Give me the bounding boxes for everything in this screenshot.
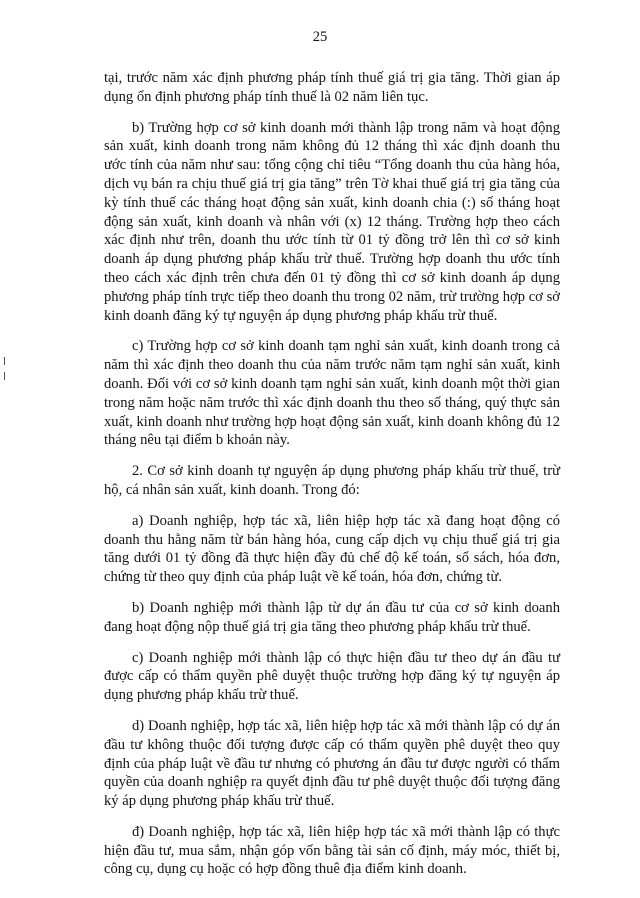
paragraph-clause-2: 2. Cơ sở kinh doanh tự nguyện áp dụng phương pháp khấu trừ thuế, trừ hộ, cá nhân sản xuất, kinh doanh. Trong đó: — [104, 463, 560, 498]
paragraph-clause-2-point-d: d) Doanh nghiệp, hợp tác xã, liên hiệp hợp tác xã mới thành lập có dự án đầu tư không thuộc đối tượng được cấp có thẩm quyền phê duyệt theo quy định của pháp luật về đầu tư nhưng có phương án đầu tư được người có thẩm quyền của doanh nghiệp ra quyết định đầu tư phê duyệt thuộc đối tượng đăng ký áp dụng phương pháp khấu trừ thuế. — [104, 717, 560, 810]
paragraph-point-b: b) Trường hợp cơ sở kinh doanh mới thành lập trong năm và hoạt động sản xuất, kinh doanh trong năm không đủ 12 tháng thì xác định doanh thu ước tính của năm như sau: tổng cộng chỉ tiêu “Tổng doanh thu của hàng hóa, dịch vụ bán ra chịu thuế giá trị gia tăng” trên Tờ khai thuế giá trị gia tăng của kỳ tính thuế các tháng hoạt động sản xuất, kinh doanh chia (:) số tháng hoạt động sản xuất, kinh doanh và nhân với (x) 12 tháng. Trường hợp theo cách xác định như trên, doanh thu ước tính từ 01 tỷ đồng trở lên thì cơ sở kinh doanh áp dụng phương pháp khấu trừ thuế. Trường hợp doanh thu ước tính theo cách xác định trên chưa đến 01 tỷ đồng thì cơ sở kinh doanh áp dụng phương pháp tính trực tiếp theo doanh thu trong 02 năm, trừ trường hợp cơ sở kinh doanh đăng ký tự nguyện áp dụng phương pháp khấu trừ thuế. — [104, 119, 560, 324]
margin-mark — [4, 372, 5, 380]
paragraph-clause-2-point-dd: đ) Doanh nghiệp, hợp tác xã, liên hiệp hợp tác xã mới thành lập có thực hiện đầu tư, mua sắm, nhận góp vốn bằng tài sản cố định, máy móc, thiết bị, công cụ, dụng cụ hoặc có hợp đồng thuê địa điểm kinh doanh. — [104, 823, 560, 878]
paragraph-continuation: tại, trước năm xác định phương pháp tính thuế giá trị gia tăng. Thời gian áp dụng ổn định phương pháp tính thuế là 02 năm liên tục. — [104, 70, 560, 105]
paragraph-clause-2-point-b: b) Doanh nghiệp mới thành lập từ dự án đầu tư của cơ sở kinh doanh đang hoạt động nộp thuế giá trị gia tăng theo phương pháp khấu trừ thuế. — [104, 599, 560, 635]
paragraph-point-c: c) Trường hợp cơ sở kinh doanh tạm nghỉ sản xuất, kinh doanh trong cả năm thì xác định theo doanh thu của năm trước năm tạm nghỉ sản xuất, kinh doanh. Đối với cơ sở kinh doanh tạm nghỉ sản xuất, kinh doanh một thời gian trong năm hoặc năm trước thì xác định doanh thu theo số tháng, quý thực sản xuất, kinh doanh như trường hợp hoạt động sản xuất, kinh doanh không đủ 12 tháng nêu tại điểm b khoản này. — [104, 338, 560, 449]
paragraph-clause-2-point-a: a) Doanh nghiệp, hợp tác xã, liên hiệp hợp tác xã đang hoạt động có doanh thu hằng năm từ bán hàng hóa, cung cấp dịch vụ chịu thuế giá trị gia tăng dưới 01 tỷ đồng đã thực hiện đầy đủ chế độ kế toán, sổ sách, hóa đơn, chứng từ theo quy định của pháp luật về kế toán, hóa đơn, chứng từ. — [104, 512, 560, 586]
document-body — [104, 69, 560, 879]
paragraph-clause-2-point-c: c) Doanh nghiệp mới thành lập có thực hiện đầu tư theo dự án đầu tư được cấp có thẩm quyền phê duyệt thuộc trường hợp đăng ký tự nguyện áp dụng phương pháp khấu trừ thuế. — [104, 649, 560, 704]
margin-mark — [4, 357, 5, 365]
page-number: 25 — [312, 29, 328, 45]
